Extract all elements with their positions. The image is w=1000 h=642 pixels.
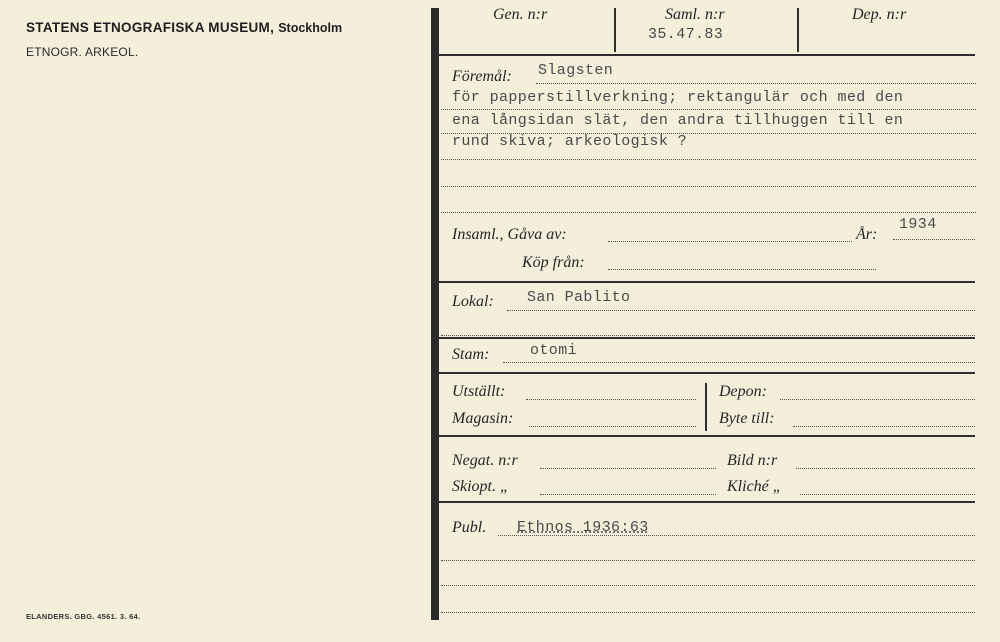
dotted-line bbox=[507, 310, 975, 311]
dotted-line bbox=[608, 269, 876, 270]
rule-after-acquisition bbox=[439, 281, 975, 283]
rule-before-stam bbox=[439, 337, 975, 339]
museum-name bbox=[26, 20, 342, 35]
kliche-label: Kliché „ bbox=[727, 478, 782, 495]
lokal-value: San Pablito bbox=[527, 289, 631, 306]
dotted-line bbox=[526, 399, 696, 400]
saml-nr-value: 35.47.83 bbox=[648, 26, 724, 43]
skiopt-label: Skiopt. „ bbox=[452, 478, 509, 495]
stam-value: otomi bbox=[530, 342, 578, 359]
description-line-1: för papperstillverkning; rektangulär och med den bbox=[452, 89, 904, 106]
saml-nr-label: Saml. n:r bbox=[665, 6, 725, 23]
dotted-line bbox=[441, 560, 975, 561]
stam-label: Stam: bbox=[452, 346, 490, 363]
printer-mark: ELANDERS. GBG. 4561. 3. 64. bbox=[26, 612, 141, 621]
dotted-line bbox=[498, 535, 975, 536]
dotted-line bbox=[608, 241, 852, 242]
description-line-2: ena långsidan slät, den andra tillhuggen till en bbox=[452, 112, 904, 129]
publ-label: Publ. bbox=[452, 519, 487, 536]
insaml-label: Insaml., Gåva av: bbox=[452, 226, 567, 243]
utstallt-label: Utställt: bbox=[452, 383, 506, 400]
dotted-line bbox=[441, 109, 976, 110]
gen-nr-label: Gen. n:r bbox=[493, 6, 548, 23]
dotted-line bbox=[441, 186, 976, 187]
foremal-label: Föremål: bbox=[452, 68, 512, 85]
negat-label: Negat. n:r bbox=[452, 452, 518, 469]
dotted-line bbox=[441, 585, 975, 586]
number-divider-1 bbox=[614, 8, 616, 52]
dotted-line bbox=[893, 239, 975, 240]
number-divider-2 bbox=[797, 8, 799, 52]
depon-label: Depon: bbox=[719, 383, 767, 400]
museum-city: Stockholm bbox=[278, 21, 343, 35]
publ-value: Ethnos 1936:63 bbox=[517, 519, 649, 536]
description-line-3: rund skiva; arkeologisk ? bbox=[452, 133, 688, 150]
dotted-line bbox=[441, 335, 975, 336]
year-value: 1934 bbox=[899, 216, 937, 233]
dotted-line bbox=[441, 159, 976, 160]
lokal-label: Lokal: bbox=[452, 293, 494, 310]
dotted-line bbox=[780, 399, 975, 400]
rule-after-media bbox=[439, 501, 975, 503]
bild-label: Bild n:r bbox=[727, 452, 778, 469]
rule-after-numbers bbox=[439, 54, 975, 56]
card-spine-line bbox=[431, 8, 439, 620]
dotted-line bbox=[793, 426, 975, 427]
dotted-line bbox=[540, 468, 716, 469]
dotted-line bbox=[540, 494, 716, 495]
dotted-line bbox=[529, 426, 696, 427]
museum-title: STATENS ETNOGRAFISKA MUSEUM, bbox=[26, 20, 275, 35]
rule-after-stam bbox=[439, 372, 975, 374]
rule-after-storage bbox=[439, 435, 975, 437]
dotted-line bbox=[536, 83, 976, 84]
departments: ETNOGR. ARKEOL. bbox=[26, 45, 139, 59]
magasin-label: Magasin: bbox=[452, 410, 514, 427]
dotted-line bbox=[800, 494, 975, 495]
foremal-name: Slagsten bbox=[538, 62, 614, 79]
dotted-line bbox=[503, 362, 975, 363]
dotted-line bbox=[441, 612, 975, 613]
byte-till-label: Byte till: bbox=[719, 410, 775, 427]
dotted-line bbox=[796, 468, 975, 469]
dotted-line bbox=[441, 212, 976, 213]
kop-fran-label: Köp från: bbox=[522, 254, 585, 271]
dep-nr-label: Dep. n:r bbox=[852, 6, 907, 23]
storage-divider bbox=[705, 383, 707, 431]
year-label: År: bbox=[856, 226, 878, 243]
